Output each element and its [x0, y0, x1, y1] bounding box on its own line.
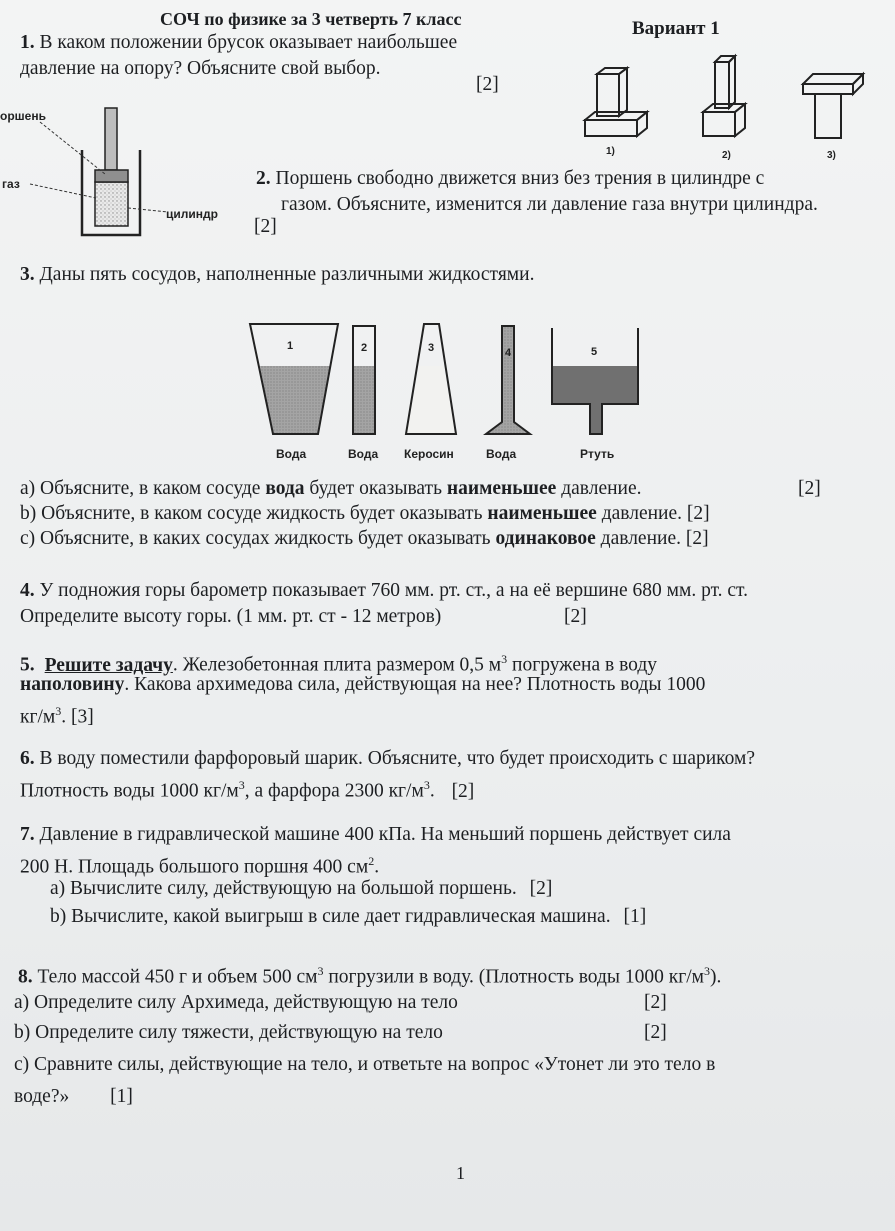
liquid-label-5: Ртуть	[580, 447, 615, 461]
q3-c-score: [2]	[685, 528, 709, 549]
q1-blocks-figure	[575, 48, 875, 168]
q1-score: [2]	[476, 74, 499, 95]
q8-text1b: погрузили в воду. (Плотность воды 1000 кг/м	[323, 966, 704, 988]
q1-text1: В каком положении брусок оказывает наибольшее	[39, 32, 458, 53]
q3-a-bold2: наименьшее	[446, 478, 557, 499]
q1-line1	[20, 32, 457, 54]
liquid-label-4: Вода	[486, 447, 517, 461]
q6-line1	[20, 748, 755, 770]
vessel-5	[552, 328, 638, 434]
q3-a-score: [2]	[798, 478, 821, 499]
q3-c-text1: c) Объясните, в каких сосудах жидкость будет оказывать	[20, 528, 496, 549]
q4-number: 4.	[20, 580, 35, 601]
q7-line1	[20, 824, 731, 846]
q3-b-score: [2]	[686, 503, 710, 524]
q7-a-text: a) Вычислите силу, действующую на большой поршень.	[50, 878, 517, 899]
q6-sup2: 3	[423, 778, 430, 792]
vessel-1	[250, 324, 338, 434]
q3-part-b	[20, 503, 710, 525]
block-position-2	[703, 56, 745, 136]
q5-text3b: . [3]	[61, 706, 94, 728]
q6-text2a: Плотность воды 1000 кг/м	[20, 780, 239, 802]
q3-c-text2: давление.	[595, 528, 681, 549]
q3-text: Даны пять сосудов, наполненные различными жидкостями.	[39, 264, 535, 285]
q6-text2b: , а фарфора 2300 кг/м	[244, 780, 424, 802]
block-label-3: 3)	[827, 150, 836, 161]
q2-line1	[256, 168, 764, 190]
q8-c-text2: воде?»	[14, 1086, 70, 1107]
q4-score: [2]	[564, 606, 587, 627]
q5-text2: . Какова архимедова сила, действующая на нее? Плотность воды 1000	[124, 674, 706, 695]
q6-line2	[20, 774, 474, 803]
q3-a-text3: давление.	[556, 478, 642, 499]
vessel-number-5: 5	[591, 346, 598, 358]
q5-bold-half: наполовину	[20, 674, 125, 695]
q8-part-b: b) Определите силу тяжести, действующую на тело	[14, 1022, 443, 1043]
q8-b-score: [2]	[644, 1022, 667, 1043]
piston-rod	[105, 108, 117, 170]
vessel-number-2: 2	[361, 342, 368, 354]
q2-number: 2.	[256, 168, 271, 189]
q5-text1b: погружена в воду	[507, 654, 658, 676]
q3-b-bold: наименьшее	[487, 503, 597, 524]
q5-sup1: 3	[501, 652, 508, 666]
q3-a-bold1: вода	[265, 478, 305, 499]
q7-sup: 2	[368, 854, 375, 868]
vessel-4	[486, 326, 530, 434]
q5-task-label: Решите задачу	[44, 654, 173, 676]
q2-score: [2]	[254, 216, 277, 237]
q7-text2b: .	[374, 856, 380, 878]
q4-line2	[20, 606, 441, 628]
variant-label: Вариант 1	[632, 18, 720, 39]
q7-b-text: b) Вычислите, какой выигрыш в силе дает гидравлическая машина.	[50, 906, 611, 927]
q2-text1: Поршень свободно движется вниз без трения в цилиндре с	[275, 168, 765, 189]
q5-text1: . Железобетонная плита размером 0,5 м	[172, 654, 502, 676]
vessel-3	[406, 324, 456, 434]
q1-text2: давление на опору? Объясните свой выбор.	[20, 58, 381, 79]
label-cylinder: цилиндр	[166, 207, 218, 221]
q7-b-score: [1]	[623, 906, 647, 927]
q6-score: [2]	[451, 780, 475, 802]
q3-c-bold: одинаковое	[495, 528, 596, 549]
piston-head	[95, 170, 128, 182]
q6-text1: В воду поместили фарфоровый шарик. Объясните, что будет происходить с шариком?	[39, 748, 756, 769]
q4-text1: У подножия горы барометр показывает 760 мм. рт. ст., а на её вершине 680 мм. рт. ст.	[39, 580, 748, 601]
q5-line3	[20, 700, 94, 729]
q8-part-c-line1: c) Сравните силы, действующие на тело, и ответьте на вопрос «Утонет ли это тело в	[14, 1054, 716, 1075]
q3-a-text1: a) Объясните, в каком сосуде	[20, 478, 266, 499]
q7-a-score: [2]	[529, 878, 553, 899]
q8-part-a: a) Определите силу Архимеда, действующую на тело	[14, 992, 458, 1013]
q7-part-a	[50, 878, 552, 900]
page-number: 1	[456, 1163, 465, 1183]
q3-part-c	[20, 528, 709, 550]
q3-a-text2: будет оказывать	[304, 478, 447, 499]
q8-a-score: [2]	[644, 992, 667, 1013]
q7-text2a: 200 Н. Площадь большого поршня 400 см	[20, 856, 369, 878]
worksheet-title: СОЧ по физике за 3 четверть 7 класс	[160, 9, 462, 29]
q8-line1	[18, 960, 721, 989]
q3-line	[20, 264, 534, 286]
q5-line2	[20, 674, 705, 696]
q8-sup1: 3	[317, 964, 324, 978]
q6-text2c: .	[429, 780, 435, 802]
vessel-number-3: 3	[428, 342, 435, 354]
q5-sup2: 3	[55, 704, 62, 718]
q4-text2: Определите высоту горы. (1 мм. рт. ст - 12 метров)	[20, 606, 442, 627]
block-label-2: 2)	[722, 150, 731, 161]
q4-line1	[20, 580, 748, 602]
liquid-label-1: Вода	[276, 447, 307, 461]
q2-cylinder-figure	[0, 100, 260, 250]
q3-vessels-figure	[240, 318, 660, 468]
q3-number: 3.	[20, 264, 35, 285]
q1-number: 1.	[20, 32, 35, 53]
vessel-number-4: 4	[505, 347, 512, 359]
q8-part-c-line2	[14, 1086, 133, 1108]
q5-line1	[20, 648, 890, 677]
q8-number: 8.	[18, 966, 33, 988]
gas-region	[95, 182, 128, 226]
label-piston: оршень	[0, 109, 46, 123]
block-position-1	[585, 68, 647, 136]
q1-line2	[20, 58, 381, 80]
liquid-label-2: Вода	[348, 447, 379, 461]
block-label-1: 1)	[606, 146, 615, 157]
q8-text1a: Тело массой 450 г и объем 500 см	[37, 966, 318, 988]
q7-number: 7.	[20, 824, 35, 845]
block-position-3	[803, 74, 863, 138]
q5-number: 5.	[20, 654, 35, 676]
q7-text1: Давление в гидравлической машине 400 кПа. На меньший поршень действует сила	[39, 824, 731, 845]
vessel-number-1: 1	[287, 340, 294, 352]
q3-part-a	[20, 478, 642, 500]
q7-line2	[20, 850, 379, 879]
q8-sup2: 3	[703, 964, 710, 978]
q6-sup1: 3	[238, 778, 245, 792]
q2-line2: газом. Объясните, изменится ли давление газа внутри цилиндра.	[281, 194, 818, 215]
q8-text1c: ).	[709, 966, 722, 988]
q7-part-b	[50, 906, 646, 928]
q3-b-text1: b) Объясните, в каком сосуде жидкость будет оказывать	[20, 503, 488, 524]
q6-number: 6.	[20, 748, 35, 769]
q3-b-text2: давление.	[596, 503, 683, 524]
q8-c-score: [1]	[110, 1086, 133, 1107]
liquid-label-3: Керосин	[404, 447, 454, 461]
q5-text3a: кг/м	[20, 706, 56, 728]
label-gas: газ	[2, 177, 20, 191]
